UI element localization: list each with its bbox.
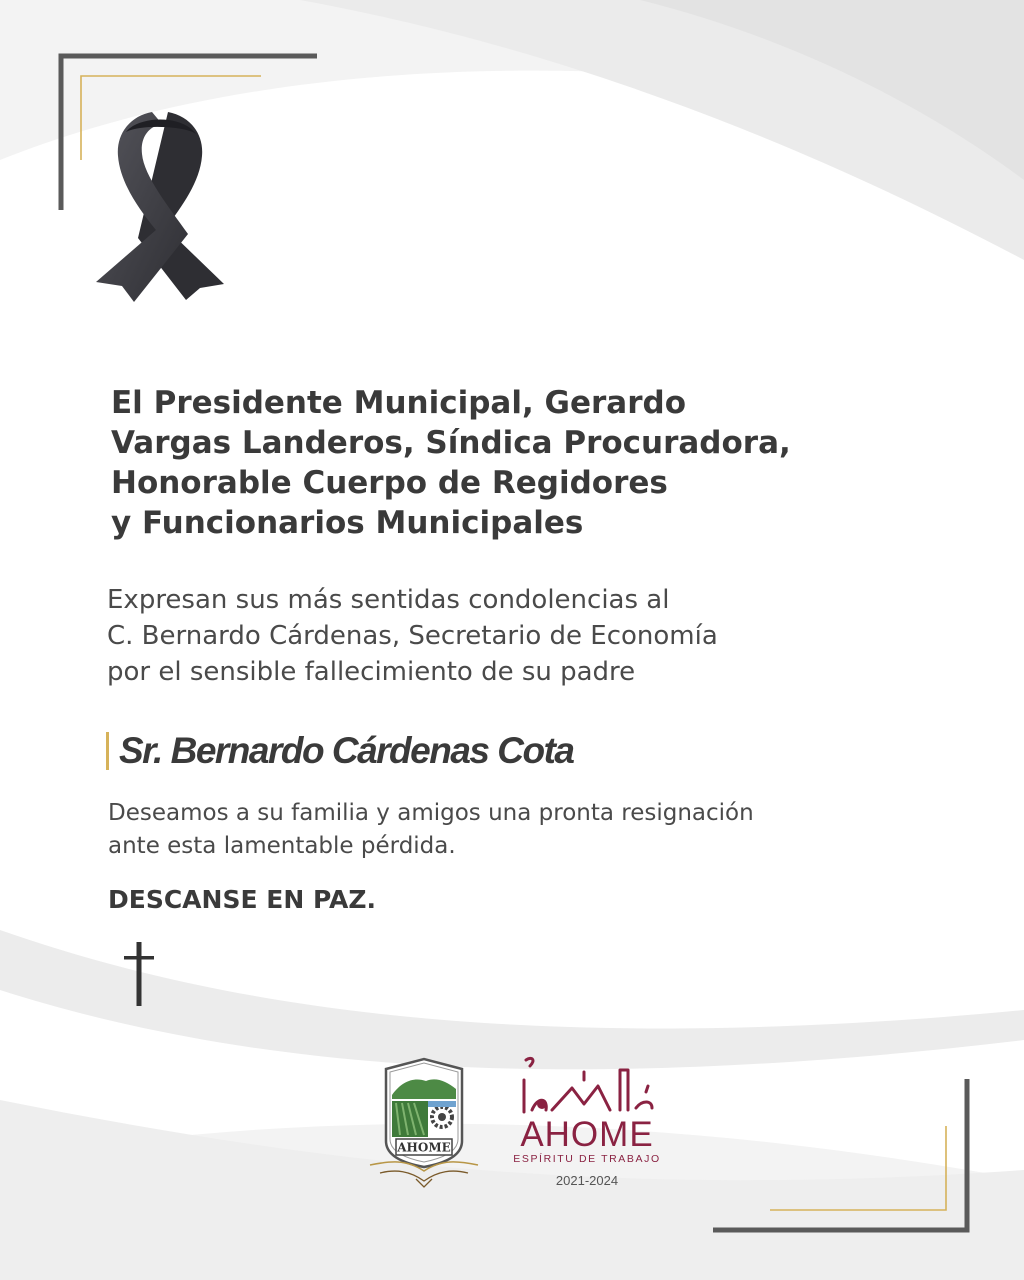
accent-bar bbox=[106, 732, 109, 770]
wish-line: Deseamos a su familia y amigos una pronta resignación bbox=[108, 800, 754, 826]
bottom-right-frame bbox=[710, 1076, 974, 1236]
heading-line: y Funcionarios Municipales bbox=[111, 505, 584, 541]
municipal-seal-logo bbox=[366, 1055, 482, 1189]
heading-line: Honorable Cuerpo de Regidores bbox=[111, 465, 668, 501]
seal-text: AHOME bbox=[397, 1140, 451, 1155]
wish-message bbox=[108, 797, 868, 863]
wish-line: ante esta lamentable pérdida. bbox=[108, 833, 456, 859]
message-line: por el sensible fallecimiento de su padre bbox=[107, 657, 636, 687]
deceased-name: Sr. Bernardo Cárdenas Cota bbox=[119, 730, 574, 771]
condolence-message bbox=[107, 582, 867, 690]
ahome-skyline-icon bbox=[512, 1052, 662, 1118]
heading-line: El Presidente Municipal, Gerardo bbox=[111, 385, 686, 421]
deceased-name-block bbox=[106, 728, 573, 774]
ahome-brand-logo bbox=[512, 1052, 662, 1192]
notice-heading bbox=[111, 383, 831, 543]
message-line: Expresan sus más sentidas condolencias al bbox=[107, 585, 670, 615]
closing-phrase: DESCANSE EN PAZ. bbox=[108, 885, 376, 914]
ahome-wordmark: AHOME bbox=[520, 1115, 654, 1154]
mourning-ribbon-icon bbox=[90, 110, 230, 306]
heading-line: Vargas Landeros, Síndica Procuradora, bbox=[111, 425, 791, 461]
cross-icon bbox=[122, 940, 156, 1008]
administration-years: 2021-2024 bbox=[555, 1173, 619, 1188]
message-line: C. Bernardo Cárdenas, Secretario de Economía bbox=[107, 621, 718, 651]
ahome-tagline: ESPÍRITU DE TRABAJO bbox=[513, 1153, 661, 1165]
